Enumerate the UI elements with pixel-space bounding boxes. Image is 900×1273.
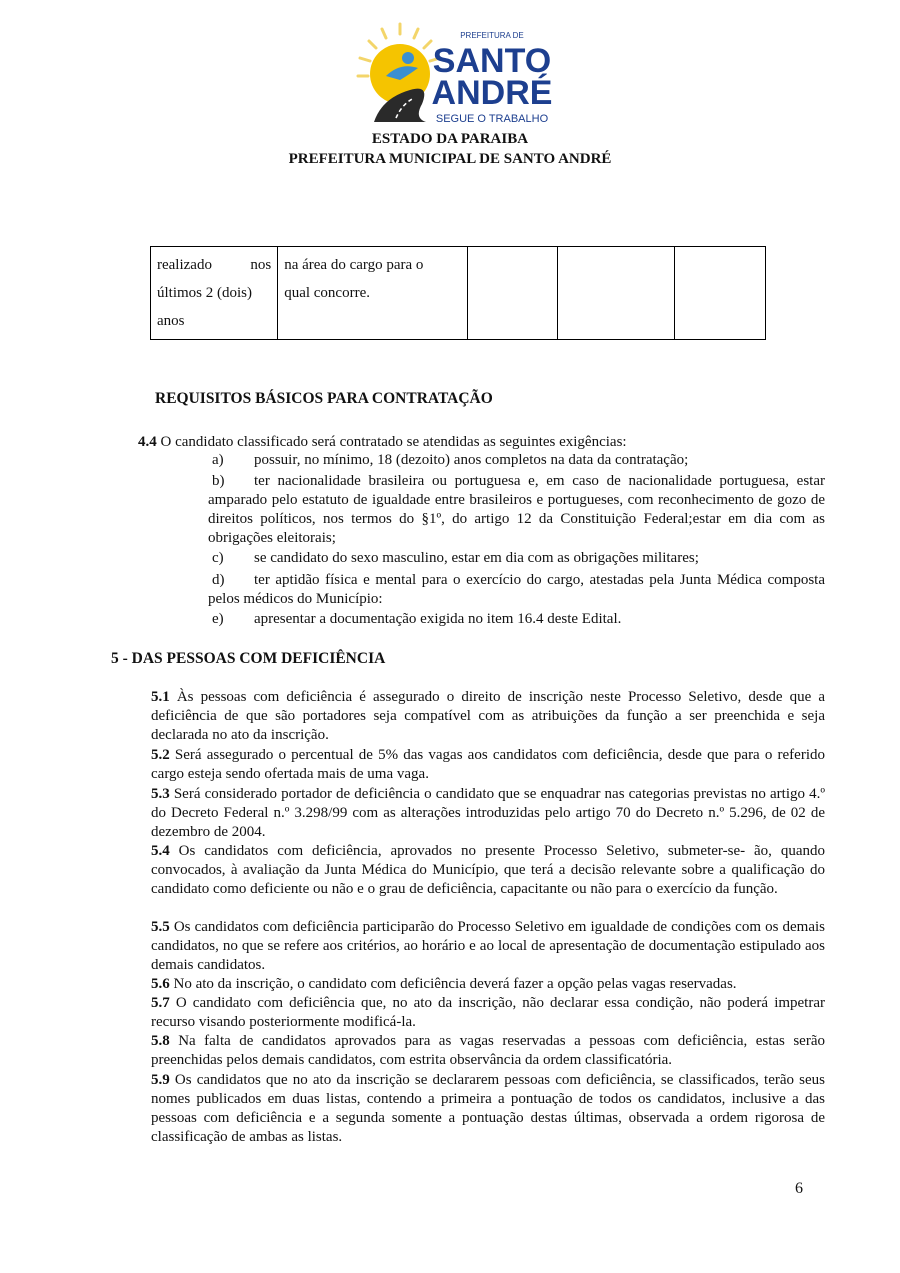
paragraph-5-8: 5.8 Na falta de candidatos aprovados para as vagas reservadas a pessoas com deficiência, estas serão preenchidas pelos demais candidatos, com estrita observância da ordem classificatória. — [151, 1033, 825, 1068]
table-cell-empty — [467, 247, 557, 340]
list-item: a) possuir, no mínimo, 18 (dezoito) anos completos na data da contratação; — [212, 452, 689, 468]
prefeitura-logo — [352, 18, 562, 126]
list-item: d) ter aptidão física e mental para o exercício do cargo, atestadas pela Junta Médica composta pelos médicos do Município: — [208, 572, 825, 607]
section-title-requisitos: REQUISITOS BÁSICOS PARA CONTRATAÇÃO — [155, 390, 493, 407]
svg-text:SEGUE O TRABALHO: SEGUE O TRABALHO — [435, 113, 549, 125]
paragraph-4-4: 4.4 O candidato classificado será contratado se atendidas as seguintes exigências: — [138, 434, 627, 450]
section-title-5: 5 - DAS PESSOAS COM DEFICIÊNCIA — [111, 650, 386, 667]
svg-text:PREFEITURA DE: PREFEITURA DE — [460, 31, 524, 40]
paragraph-5-6: 5.6 No ato da inscrição, o candidato com deficiência deverá fazer a opção pelas vagas reservadas. — [151, 976, 737, 992]
header-prefeitura: PREFEITURA MUNICIPAL DE SANTO ANDRÉ — [288, 151, 612, 167]
paragraph-5-9: 5.9 Os candidatos que no ato da inscrição se declararem pessoas com deficiência, se classificados, terão seus nomes publicados em duas listas, contendo a primeira a pontuação de todos os candidatos, inclusive a das pessoas com deficiência e a segunda somente a pontuação destas últimas, observada a ordem rigorosa de classificação de ambas as listas. — [151, 1072, 825, 1145]
svg-text:ANDRÉ: ANDRÉ — [431, 74, 553, 112]
table-cell-requirement: realizado nos últimos 2 (dois) anos — [151, 247, 278, 340]
page-number: 6 — [795, 1180, 803, 1197]
paragraph-5-4: 5.4 Os candidatos com deficiência, aprovados no presente Processo Seletivo, submeter-se- ão, quando convocados, à avaliação da Junta Médica do Município, que terá a decisão relevante sobre a qualificação do candidato como deficiente ou não e o grau de deficiência, capacitante ou não para o exercício da função. — [151, 843, 825, 897]
list-item: c) se candidato do sexo masculino, estar em dia com as obrigações militares; — [212, 550, 699, 566]
paragraph-5-1: 5.1 Às pessoas com deficiência é assegurado o direito de inscrição neste Processo Seletivo, desde que a deficiência de que são portadores seja compatível com as atribuições da função a ser preenchida e seja declarada no ato da inscrição. — [151, 689, 825, 743]
svg-text:SANTO: SANTO — [432, 42, 552, 80]
paragraph-5-3: 5.3 Será considerado portador de deficiência o candidato que se enquadrar nas categorias previstas no artigo 4.º do Decreto Federal n.º 3.298/99 com as alterações introduzidas pelo artigo 70 do Decreto n.º 5.296, de 02 de dezembro de 2004. — [151, 786, 825, 840]
table-cell-description: na área do cargo para o qual concorre. — [278, 247, 467, 340]
logo-emblem-icon — [352, 18, 562, 126]
table-row — [151, 247, 766, 340]
list-item: b) ter nacionalidade brasileira ou portuguesa e, em caso de nacionalidade portuguesa, estar amparado pelo estatuto de igualdade entre brasileiros e portugueses, com reconhecimento de gozo de direitos políticos, nos termos do §1º, do artigo 12 da Constituição Federal;estar em dia com as obrigações eleitorais; — [208, 473, 825, 546]
paragraph-5-5: 5.5 Os candidatos com deficiência participarão do Processo Seletivo em igualdade de condições com os demais candidatos, no que se refere aos critérios, ao horário e ao local de apresentação de documentação estipulado aos demais candidatos. — [151, 919, 825, 973]
requirements-table-fragment — [150, 246, 766, 340]
header-state: ESTADO DA PARAIBA — [371, 131, 529, 147]
table-cell-empty — [674, 247, 765, 340]
paragraph-5-2: 5.2 Será assegurado o percentual de 5% das vagas aos candidatos com deficiência, desde que para o referido cargo esteja sendo ofertada mais de uma vaga. — [151, 747, 825, 782]
paragraph-5-7: 5.7 O candidato com deficiência que, no ato da inscrição, não declarar essa condição, não poderá impetrar recurso visando posteriormente modificá-la. — [151, 995, 825, 1030]
table-cell-empty — [557, 247, 674, 340]
list-item: e) apresentar a documentação exigida no item 16.4 deste Edital. — [212, 611, 622, 627]
person-head-icon — [402, 52, 414, 64]
